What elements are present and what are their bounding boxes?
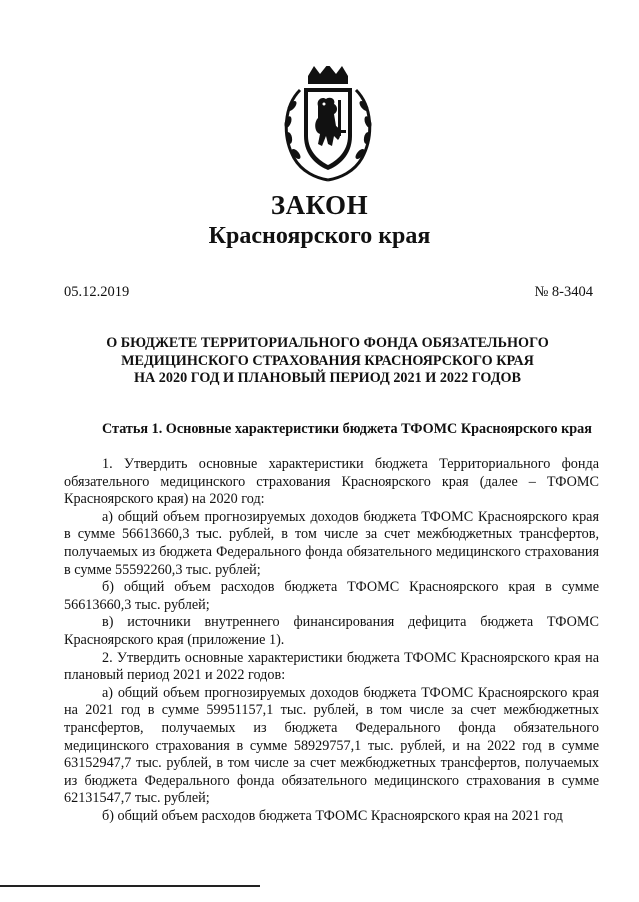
document-number: № 8-3404: [534, 284, 593, 300]
paragraph: а) общий объем прогнозируемых доходов бюджета ТФОМС Красноярского края в сумме 56613660,3 тыс. рублей, в том числе за счет межбюджетных трансфертов, получаемых из бюджета Федерального фонда обязательного медицинского страхования в сумме 55592260,3 тыс. рублей;: [64, 508, 599, 578]
paragraph: в) источники внутреннего финансирования дефицита бюджета ТФОМС Красноярского края (приложение 1).: [64, 614, 599, 648]
paragraph: а) общий объем прогнозируемых доходов бюджета ТФОМС Красноярского края на 2021 год в сумме 59951157,1 тыс. рублей, в том числе за счет межбюджетных трансфертов, получаемых из бюджета Федерального фонда обязательного медицинского страхования в сумме 58929757,1 тыс. рублей, и на 2022 год в сумме 63152947,7 тыс. рублей, в том числе за счет межбюджетных трансфертов, получаемых из бюджета Федерального фонда обязательного медицинского страхования в сумме 62131547,7 тыс. рублей;: [64, 684, 599, 807]
law-heading-line: НА 2020 ГОД И ПЛАНОВЫЙ ПЕРИОД 2021 И 2022 ГОДОВ: [133, 370, 522, 386]
paragraph: б) общий объем расходов бюджета ТФОМС Красноярского края на 2021 год: [102, 807, 563, 824]
law-heading-line: О БЮДЖЕТЕ ТЕРРИТОРИАЛЬНОГО ФОНДА ОБЯЗАТЕЛЬНОГО: [106, 335, 549, 351]
footnote-divider: [0, 885, 260, 887]
paragraph: 1. Утвердить основные характеристики бюджета Территориального фонда обязательного медицинского страхования Красноярского края (далее – ТФОМС Красноярского края) на 2020 год:: [64, 456, 599, 508]
document-subtitle: Красноярского края: [208, 223, 431, 249]
paragraph: б) общий объем расходов бюджета ТФОМС Красноярского края в сумме 56613660,3 тыс. рублей;: [64, 579, 599, 613]
coat-of-arms-icon: [280, 66, 376, 184]
law-heading-line: МЕДИЦИНСКОГО СТРАХОВАНИЯ КРАСНОЯРСКОГО КРАЯ: [121, 352, 534, 369]
article-body: [64, 456, 599, 825]
article-title: Статья 1. Основные характеристики бюджета ТФОМС Красноярского края: [102, 421, 592, 437]
document-date: 05.12.2019: [64, 284, 130, 300]
paragraph: 2. Утвердить основные характеристики бюджета ТФОМС Красноярского края на плановый период 2021 и 2022 годов:: [64, 649, 599, 684]
law-heading: [60, 335, 595, 388]
document-title: ЗАКОН: [270, 190, 369, 220]
